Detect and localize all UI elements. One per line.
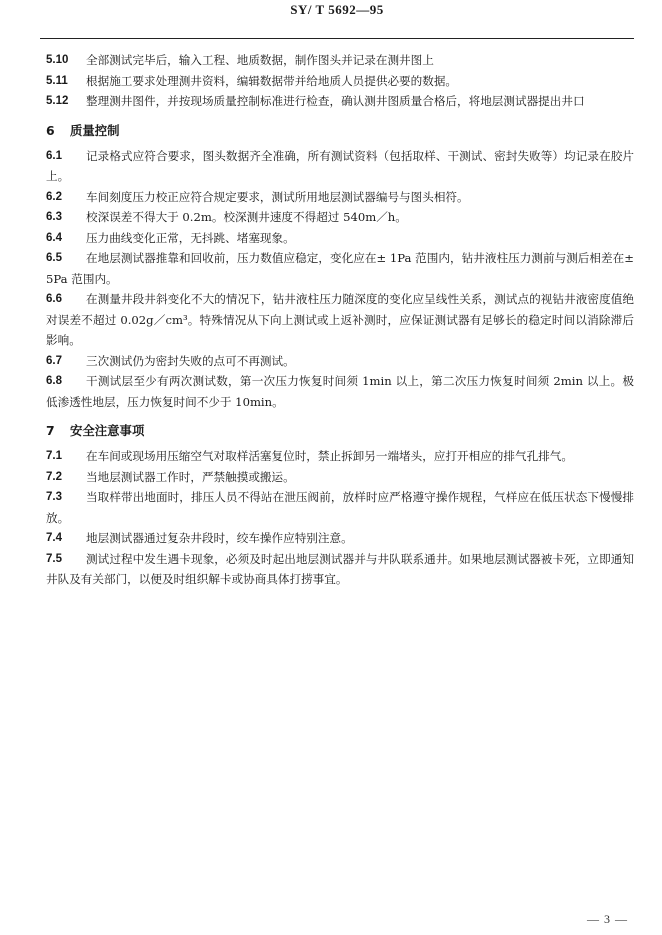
- clause-number: 7.2: [46, 470, 62, 483]
- clause-text: 全部测试完毕后，输入工程、地质数据，制作图头并记录在测井图上: [86, 53, 434, 67]
- clause-text: 当地层测试器工作时，严禁触摸或搬运。: [86, 469, 295, 484]
- section-heading: [46, 421, 634, 441]
- clause-number: 6.6: [46, 293, 62, 305]
- clause-text: 在车间或现场用压缩空气对取样活塞复位时，禁止拆卸另一端堵头，应打开相应的排气孔排气。: [86, 449, 573, 463]
- section-title: 安全注意事项: [70, 423, 145, 438]
- clause-number: 6.1: [46, 149, 62, 162]
- clause-item: [46, 50, 634, 71]
- section-heading: [46, 121, 634, 141]
- clause-number: 5.11: [46, 74, 68, 87]
- clause-number: 6.2: [46, 190, 62, 203]
- clause-text: 记录格式应符合要求，图头数据齐全准确，所有测试资料（包括取样、干测试、密封失败等）均记录在胶片上。: [46, 148, 634, 183]
- section-title: 质量控制: [70, 122, 120, 138]
- clause-item: [46, 248, 634, 289]
- document-body: [46, 50, 634, 590]
- clause-item: [46, 146, 634, 187]
- clause-text: 干测试层至少有两次测试数，第一次压力恢复时间须 1min 以上，第二次压力恢复时间须 2min 以上。极低渗透性地层，压力恢复时间不少于 10min。: [46, 374, 634, 409]
- clause-item: [46, 467, 634, 488]
- clause-text: 车间刻度压力校正应符合规定要求，测试所用地层测试器编号与图头相符。: [86, 189, 469, 204]
- page-number: — 3 —: [587, 912, 628, 926]
- clause-item: [46, 528, 634, 549]
- clause-text: 在测量井段井斜变化不大的情况下，钻井液柱压力随深度的变化应呈线性关系，测试点的视钻井液密度值绝对误差不超过 0.02g／cm³。特殊情况从下向上测试或上返补测时，应保证测试器有足够长的稳定时间以消除滞后影响。: [46, 292, 634, 347]
- clause-item: [46, 487, 634, 528]
- section-number: 7: [46, 423, 55, 438]
- clause-item: [46, 549, 634, 590]
- clause-item: [46, 187, 634, 208]
- page-header: [40, 0, 634, 39]
- standard-code: SY/ T 5692—95: [290, 2, 384, 17]
- clause-text: 根据施工要求处理测井资料，编辑数据带并给地质人员提供必要的数据。: [86, 73, 458, 88]
- clause-text: 测试过程中发生遇卡现象，必须及时起出地层测试器并与井队联系通井。如果地层测试器被卡死，立即通知井队及有关部门，以便及时组织解卡或协商具体打捞事宜。: [46, 551, 634, 586]
- clause-text: 三次测试仍为密封失败的点可不再测试。: [86, 353, 295, 368]
- clause-text: 校深误差不得大于 0.2m。校深测井速度不得超过 540m／h。: [86, 210, 407, 224]
- clause-number: 5.10: [46, 54, 69, 66]
- clause-item: [46, 351, 634, 372]
- clause-text: 地层测试器通过复杂井段时，绞车操作应特别注意。: [86, 531, 353, 545]
- clause-item: [46, 207, 634, 228]
- clause-item: [46, 91, 634, 112]
- clause-text: 压力曲线变化正常，无抖跳、堵塞现象。: [86, 230, 295, 245]
- clause-number: 6.8: [46, 375, 62, 387]
- clause-number: 7.5: [46, 552, 62, 565]
- clause-number: 5.12: [46, 95, 69, 107]
- clause-item: [46, 371, 634, 412]
- clause-text: 在地层测试器推靠和回收前，压力数值应稳定，变化应在± 1Pa 范围内，钻井液柱压力测前与测后相差在± 5Pa 范围内。: [46, 251, 634, 286]
- clause-item: [46, 289, 634, 351]
- clause-number: 6.4: [46, 231, 62, 244]
- clause-number: 6.3: [46, 211, 62, 223]
- clause-number: 7.4: [46, 532, 62, 544]
- clause-item: [46, 446, 634, 467]
- clause-number: 6.5: [46, 252, 62, 264]
- clause-item: [46, 228, 634, 249]
- clause-number: 6.7: [46, 354, 62, 367]
- clause-number: 7.1: [46, 450, 62, 462]
- clause-text: 整理测井图件，并按现场质量控制标准进行检查，确认测井图质量合格后，将地层测试器提出井口: [86, 94, 585, 108]
- clause-item: [46, 71, 634, 92]
- section-number: 6: [46, 122, 55, 138]
- clause-number: 7.3: [46, 491, 62, 503]
- clause-text: 当取样带出地面时，排压人员不得站在泄压阀前，放样时应严格遵守操作规程，气样应在低压状态下慢慢排放。: [46, 490, 634, 525]
